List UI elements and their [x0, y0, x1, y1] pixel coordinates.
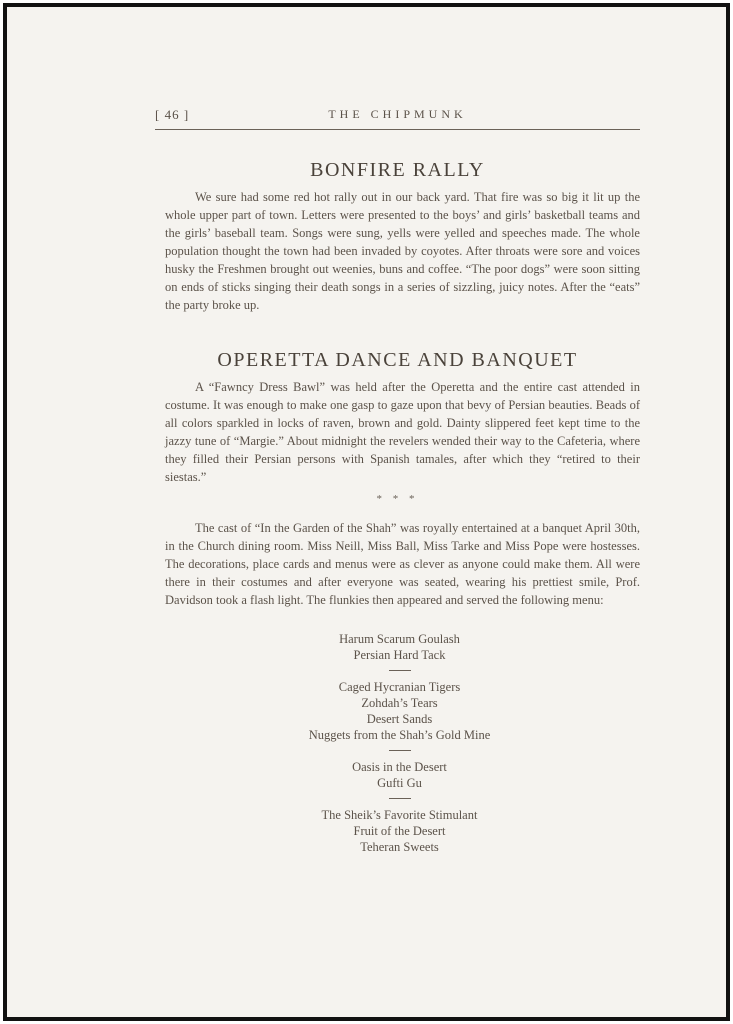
menu-item: Harum Scarum Goulash: [339, 632, 460, 646]
heading-bonfire-rally: BONFIRE RALLY: [310, 159, 485, 181]
paragraph-bonfire-rally: We sure had some red hot rally out in our back yard. That fire was so big it lit up the whole upper part of town. Letters were presented to the boys’ and girls’ basketball teams and the girls’ baseball team. Songs were sung, yells were yelled and speeches made. The whole population thought the town had been invaded by coyotes. After throats were sore and voices husky the Freshmen brought out weenies, buns and coffee. “The poor dogs” were soon sitting on ends of sticks singing their death songs in a series of sizzling, juicy notes. After the “eats” the party broke up.: [165, 190, 640, 312]
menu-item: Persian Hard Tack: [353, 648, 446, 662]
banquet-menu: [237, 631, 562, 855]
menu-item: Desert Sands: [366, 712, 433, 726]
menu-divider: [389, 750, 411, 751]
heading-operetta-dance-banquet: OPERETTA DANCE AND BANQUET: [217, 349, 578, 371]
document-page: [7, 7, 726, 1017]
menu-divider: [389, 670, 411, 671]
menu-group: [237, 807, 562, 855]
paragraph-fawncy-dress-bawl: A “Fawncy Dress Bawl” was held after the Operetta and the entire cast attended in costume. It was enough to make one gasp to gaze upon that bevy of Persian beauties. Beads of all colors sparkled in locks of raven, brown and gold. Dainty slippered feet kept time to the jazzy tune of “Margie.” About midnight the revelers wended their way to the Cafeteria, where they filled their Persian persons with Spanish tamales, after which they “retired to their siestas.”: [165, 380, 640, 484]
running-header: [155, 103, 640, 130]
menu-item: Teheran Sweets: [360, 840, 439, 854]
section-separator: * * *: [376, 493, 419, 505]
menu-group: [237, 631, 562, 663]
menu-item: Nuggets from the Shah’s Gold Mine: [308, 728, 491, 742]
page-number: [ 46 ]: [155, 107, 190, 122]
running-title: THE CHIPMUNK: [328, 107, 467, 121]
page-frame: [3, 3, 730, 1021]
menu-item: Fruit of the Desert: [353, 824, 446, 838]
menu-item: Gufti Gu: [377, 776, 422, 790]
menu-group: [237, 679, 562, 743]
menu-item: The Sheik’s Favorite Stimulant: [321, 808, 478, 822]
menu-item: Zohdah’s Tears: [361, 696, 438, 710]
paragraph-banquet: The cast of “In the Garden of the Shah” was royally entertained at a banquet April 30th, in the Church dining room. Miss Neill, Miss Ball, Miss Tarke and Miss Pope were hostesses. The decorations, place cards and menus were as clever as anyone could make them. All were there in their costumes and after everyone was seated, wearing his prettiest smile, Prof. Davidson took a flash light. The flunkies then appeared and served the following menu:: [165, 521, 640, 607]
menu-divider: [389, 798, 411, 799]
menu-item: Caged Hycranian Tigers: [338, 680, 461, 694]
menu-group: [237, 759, 562, 791]
menu-item: Oasis in the Desert: [352, 760, 447, 774]
